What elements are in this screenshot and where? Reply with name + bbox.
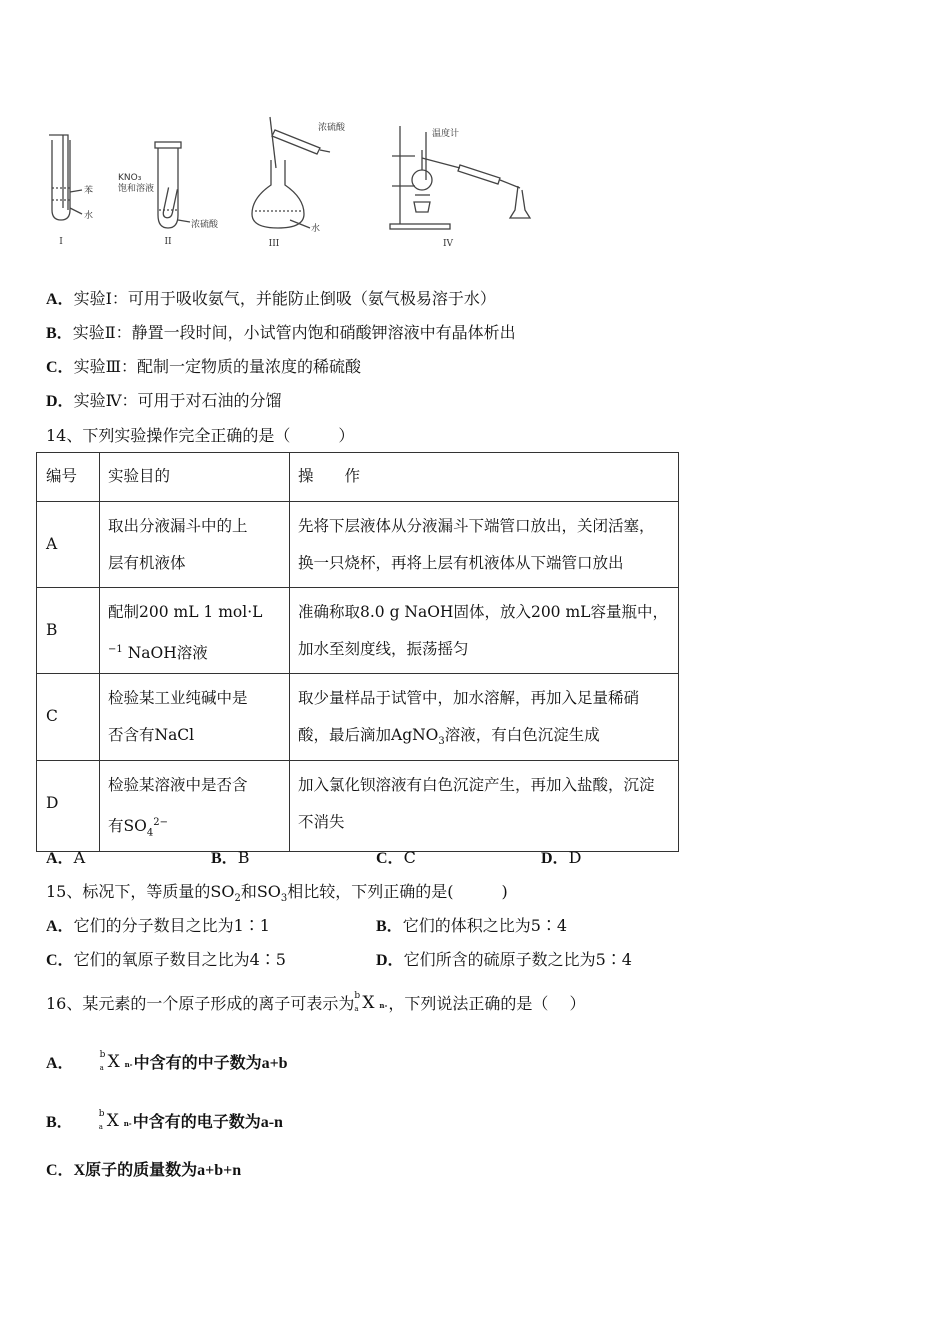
table-header-row: [37, 453, 679, 502]
unit-superscript: −1: [108, 644, 123, 655]
row-purpose-line: 层有机液体: [108, 554, 186, 572]
option-text: 实验Ⅲ：配制一定物质的量浓度的稀硫酸: [73, 357, 361, 376]
formula-subscript: 4: [146, 827, 154, 839]
q14-option-a: A．A: [46, 848, 86, 867]
q15-option-b: B．它们的体积之比为5∶4: [376, 916, 568, 935]
fig1-label-benzene: 苯: [84, 186, 94, 196]
q13-option-c: [46, 354, 361, 377]
option-letter: C．: [46, 359, 74, 376]
formula-subscript: 3: [438, 736, 445, 748]
fig2-label-acid: 浓硫酸: [191, 220, 219, 230]
fig3-label-acid: 浓硫酸: [318, 123, 346, 133]
option-letter: D．: [46, 393, 74, 410]
q14-option-d: D．D: [541, 848, 582, 867]
fig3-caption: III: [268, 239, 280, 249]
figure-2-crystallization: [155, 142, 190, 228]
table-row: [37, 674, 679, 761]
option-text: 实验Ⅱ：静置一段时间，小试管内饱和硝酸钾溶液中有晶体析出: [72, 323, 516, 342]
q14-option-c: C．C: [376, 848, 416, 867]
table-row: [37, 761, 679, 852]
row-id: B: [46, 621, 58, 639]
row-id: C: [46, 707, 58, 725]
q13-option-a: [46, 286, 496, 309]
q14-table: [36, 452, 679, 852]
row-operation-line: 换一只烧杯，再将上层有机液体从下端管口放出: [298, 554, 624, 572]
table-row: [37, 502, 679, 588]
q16-option-b: B． b a X n- 中含有的电子数为a-n: [46, 1108, 283, 1131]
isotope-notation: b a X n-: [98, 1108, 132, 1131]
header-purpose: 实验目的: [100, 453, 290, 502]
row-purpose-line: 否含有NaCl: [108, 726, 195, 744]
charge-superscript: 2−: [153, 817, 168, 829]
q16-stem: 16、某元素的一个原子形成的离子可表示为 b a X n- ，下列说法正确的是（ ）: [46, 990, 586, 1013]
option-text: 实验Ⅳ：可用于对石油的分馏: [73, 391, 282, 410]
fig2-label-saturated: 饱和溶液: [118, 184, 155, 194]
row-operation-line: 准确称取8.0 g NaOH固体，放入200 mL容量瓶中，: [298, 603, 668, 621]
fig3-label-water: 水: [311, 224, 321, 234]
figure-1-absorption: [49, 135, 82, 220]
row-purpose-line: 检验某溶液中是否含: [108, 776, 248, 795]
fig2-caption: II: [164, 237, 172, 247]
row-purpose-line: 检验某工业纯碱中是: [108, 689, 248, 707]
q14-stem: 14、下列实验操作完全正确的是（ ）: [46, 426, 355, 445]
isotope-notation: b a X n-: [354, 990, 388, 1013]
figure-3-dilution: [252, 117, 330, 228]
figure-4-distillation: [390, 126, 530, 229]
row-operation-line: 加水至刻度线，振荡摇匀: [298, 640, 469, 658]
q15-stem: 15、标况下，等质量的$SO_2$和$SO_3$相比较，下列正确的是( ): [46, 882, 508, 905]
row-operation-line-2: 酸，最后滴加AgNO$_3$溶液，有白色沉淀生成: [298, 726, 600, 748]
row-operation-line: 取少量样品于试管中，加水溶解，再加入足量稀硝: [298, 689, 640, 707]
q15-option-d: D．它们所含的硫原子数之比为5∶4: [376, 950, 632, 969]
q14-option-b: B．B: [211, 848, 250, 867]
header-id: 编号: [37, 453, 100, 502]
row-operation-line: 不消失: [298, 813, 345, 832]
row-purpose-line: 取出分液漏斗中的上: [108, 517, 248, 535]
q15-option-a: A．它们的分子数目之比为1∶1: [46, 916, 270, 935]
fig1-label-water: 水: [84, 211, 94, 221]
row-purpose-line: 配制200 mL 1 mol·L: [108, 603, 263, 621]
isotope-notation: b a X n-: [99, 1049, 133, 1072]
row-id: D: [46, 794, 59, 813]
row-operation-line: 先将下层液体从分液漏斗下端管口放出，关闭活塞，: [298, 517, 655, 535]
option-letter: B．: [46, 325, 73, 342]
fig1-caption: I: [59, 237, 63, 247]
table-row: [37, 588, 679, 674]
fig4-label-thermometer: 温度计: [432, 129, 460, 139]
fig2-label-kno3: KNO₃: [118, 173, 142, 183]
option-letter: A．: [46, 291, 74, 308]
header-operation: 操 作: [290, 453, 679, 502]
option-text: 实验Ⅰ：可用于吸收氨气，并能防止倒吸（氨气极易溶于水）: [73, 289, 496, 308]
row-purpose-line-2: 有$SO_4^{2-}$: [108, 817, 168, 839]
q13-option-d: [46, 388, 282, 411]
q16-option-c: C．X原子的质量数为a+b+n: [46, 1162, 242, 1179]
fig4-caption: IV: [442, 239, 454, 249]
row-id: A: [46, 535, 58, 553]
q16-option-a: A． b a X n- 中含有的中子数为a+b: [46, 1049, 288, 1072]
apparatus-figures: [30, 110, 570, 255]
q15-option-c: C．它们的氧原子数目之比为4∶5: [46, 950, 286, 969]
row-operation-line: 加入氯化钡溶液有白色沉淀产生，再加入盐酸，沉淀: [298, 776, 655, 795]
row-purpose-line-2: $^{-1}$ NaOH溶液: [108, 644, 208, 663]
q13-option-b: [46, 320, 516, 343]
